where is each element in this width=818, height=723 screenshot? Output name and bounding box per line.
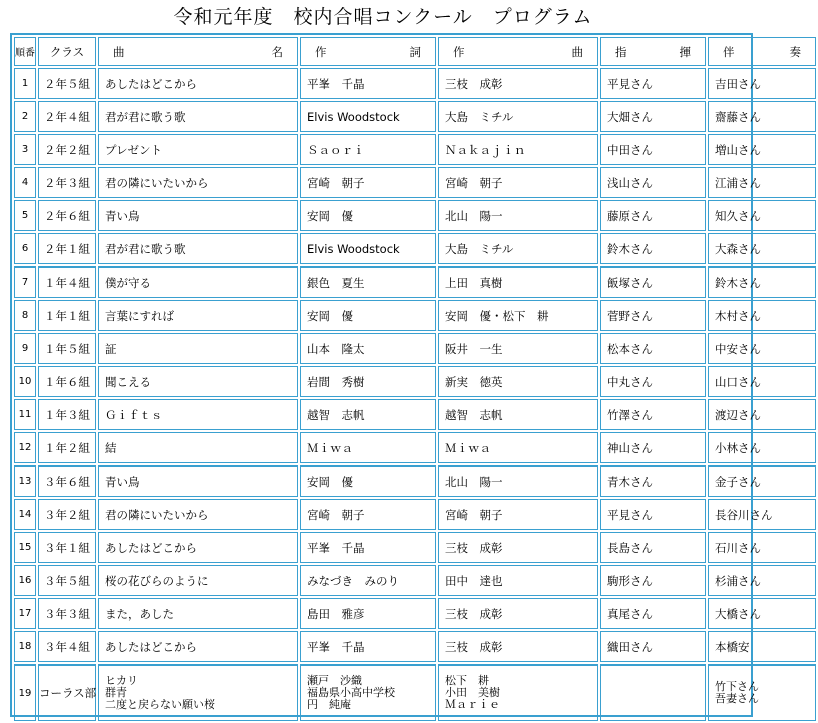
cell-composer: 北山 陽一 xyxy=(438,200,598,231)
cell-num: 5 xyxy=(14,200,36,231)
cell-class: ３年６組 xyxy=(38,465,96,497)
cell-class: ３年３組 xyxy=(38,598,96,629)
table-row xyxy=(14,266,816,298)
cell-class: ２年２組 xyxy=(38,134,96,165)
cell-class: ２年１組 xyxy=(38,233,96,264)
cell-conductor: 平見さん xyxy=(600,68,706,99)
cell-accompanist: 本橋安 xyxy=(708,631,816,662)
cell-accompanist: 小林さん xyxy=(708,432,816,463)
cell-num: 18 xyxy=(14,631,36,662)
cell-song: 君の隣にいたいから xyxy=(98,167,298,198)
cell-lyricist: 宮崎 朝子 xyxy=(300,499,436,530)
table-row xyxy=(14,432,816,463)
cell-conductor: 真尾さん xyxy=(600,598,706,629)
cell-song: 証 xyxy=(98,333,298,364)
cell-conductor xyxy=(600,664,706,721)
cell-class: １年３組 xyxy=(38,399,96,430)
cell-num: 3 xyxy=(14,134,36,165)
table-row xyxy=(14,399,816,430)
cell-lyricist-line: 福島県小高中学校 xyxy=(307,686,395,699)
cell-composer: 越智 志帆 xyxy=(438,399,598,430)
header-row xyxy=(14,37,816,66)
cell-num: 12 xyxy=(14,432,36,463)
cell-conductor: 飯塚さん xyxy=(600,266,706,298)
cell-composer: 三枝 成彰 xyxy=(438,598,598,629)
cell-class: １年２組 xyxy=(38,432,96,463)
cell-song: あしたはどこから xyxy=(98,631,298,662)
cell-composer: 安岡 優・松下 耕 xyxy=(438,300,598,331)
cell-conductor: 平見さん xyxy=(600,499,706,530)
cell-class: ２年３組 xyxy=(38,167,96,198)
cell-conductor: 長島さん xyxy=(600,532,706,563)
table-row xyxy=(14,532,816,563)
cell-class: ２年５組 xyxy=(38,68,96,99)
cell-song-line: 群青 xyxy=(105,686,127,699)
cell-lyricist: Ｍｉｗａ xyxy=(300,432,436,463)
cell-composer-line: Ｍａｒｉｅ xyxy=(445,698,500,711)
cell-lyricist: 越智 志帆 xyxy=(300,399,436,430)
cell-num: 8 xyxy=(14,300,36,331)
table-row xyxy=(14,233,816,264)
cell-song: プレゼント xyxy=(98,134,298,165)
table-row xyxy=(14,200,816,231)
cell-song: 結 xyxy=(98,432,298,463)
table-row xyxy=(14,465,816,497)
cell-composer: 三枝 成彰 xyxy=(438,631,598,662)
cell-class: ３年５組 xyxy=(38,565,96,596)
table-row xyxy=(14,333,816,364)
cell-class: コーラス部 xyxy=(38,664,96,721)
cell-num: 13 xyxy=(14,465,36,497)
cell-num: 9 xyxy=(14,333,36,364)
cell-song: 桜の花びらのように xyxy=(98,565,298,596)
cell-lyricist: 安岡 優 xyxy=(300,465,436,497)
cell-accompanist: 金子さん xyxy=(708,465,816,497)
table-row-chorus xyxy=(14,664,816,721)
cell-composer: 大島 ミチル xyxy=(438,101,598,132)
cell-class: ３年１組 xyxy=(38,532,96,563)
cell-conductor: 藤原さん xyxy=(600,200,706,231)
cell-lyricist: 平峯 千晶 xyxy=(300,532,436,563)
cell-num: 2 xyxy=(14,101,36,132)
cell-composer: 三枝 成彰 xyxy=(438,68,598,99)
table-row xyxy=(14,101,816,132)
page-title: 令和元年度 校内合唱コンクール プログラム xyxy=(173,6,593,28)
cell-song: 言葉にすれば xyxy=(98,300,298,331)
cell-lyricist: 平峯 千晶 xyxy=(300,631,436,662)
cell-class: １年４組 xyxy=(38,266,96,298)
cell-song: あしたはどこから xyxy=(98,68,298,99)
table-row xyxy=(14,565,816,596)
cell-num: 10 xyxy=(14,366,36,397)
cell-accompanist: 石川さん xyxy=(708,532,816,563)
cell-song: Ｇｉｆｔｓ xyxy=(98,399,298,430)
cell-accompanist: 長谷川さん xyxy=(708,499,816,530)
program-table xyxy=(12,35,818,723)
cell-accompanist: 大橋さん xyxy=(708,598,816,629)
cell-composer: 大島 ミチル xyxy=(438,233,598,264)
cell-lyricist xyxy=(300,664,436,721)
cell-num: 6 xyxy=(14,233,36,264)
program-body xyxy=(14,68,816,721)
cell-num: 17 xyxy=(14,598,36,629)
cell-composer: 田中 達也 xyxy=(438,565,598,596)
cell-composer: 三枝 成彰 xyxy=(438,532,598,563)
cell-song: 君が君に歌う歌 xyxy=(98,101,298,132)
cell-conductor: 鈴木さん xyxy=(600,233,706,264)
cell-conductor: 織田さん xyxy=(600,631,706,662)
cell-lyricist: 山本 隆太 xyxy=(300,333,436,364)
cell-accompanist: 木村さん xyxy=(708,300,816,331)
header-num: 順番 xyxy=(14,37,36,66)
cell-accompanist-line: 竹下さん xyxy=(715,680,759,693)
cell-accompanist: 江浦さん xyxy=(708,167,816,198)
cell-conductor: 竹澤さん xyxy=(600,399,706,430)
cell-composer: 北山 陽一 xyxy=(438,465,598,497)
cell-num: 14 xyxy=(14,499,36,530)
cell-song: また，あした xyxy=(98,598,298,629)
cell-song: 聞こえる xyxy=(98,366,298,397)
cell-lyricist: 銀色 夏生 xyxy=(300,266,436,298)
cell-conductor: 神山さん xyxy=(600,432,706,463)
cell-lyricist: Elvis Woodstock xyxy=(300,233,436,264)
cell-accompanist: 渡辺さん xyxy=(708,399,816,430)
cell-composer xyxy=(438,664,598,721)
cell-class: １年１組 xyxy=(38,300,96,331)
cell-lyricist-line: 瀬戸 沙織 xyxy=(307,674,362,687)
header-conductor: 指揮 xyxy=(600,37,706,66)
cell-accompanist: 大森さん xyxy=(708,233,816,264)
table-row xyxy=(14,68,816,99)
cell-song-line: 二度と戻らない願い桜 xyxy=(105,698,215,711)
cell-lyricist: 宮崎 朝子 xyxy=(300,167,436,198)
header-composer: 作曲 xyxy=(438,37,598,66)
cell-composer: 新実 徳英 xyxy=(438,366,598,397)
cell-class: １年５組 xyxy=(38,333,96,364)
cell-conductor: 中丸さん xyxy=(600,366,706,397)
cell-accompanist: 増山さん xyxy=(708,134,816,165)
cell-song: 青い鳥 xyxy=(98,200,298,231)
cell-conductor: 松本さん xyxy=(600,333,706,364)
table-row xyxy=(14,134,816,165)
cell-composer: Ｍｉｗａ xyxy=(438,432,598,463)
cell-lyricist: みなづき みのり xyxy=(300,565,436,596)
cell-num: 7 xyxy=(14,266,36,298)
cell-conductor: 大畑さん xyxy=(600,101,706,132)
cell-accompanist: 山口さん xyxy=(708,366,816,397)
table-row xyxy=(14,167,816,198)
cell-lyricist: 平峯 千晶 xyxy=(300,68,436,99)
table-row xyxy=(14,499,816,530)
cell-accompanist: 吉田さん xyxy=(708,68,816,99)
cell-class: １年６組 xyxy=(38,366,96,397)
cell-num: 15 xyxy=(14,532,36,563)
table-row xyxy=(14,366,816,397)
cell-accompanist: 鈴木さん xyxy=(708,266,816,298)
cell-song-line: ヒカリ xyxy=(105,674,138,687)
cell-accompanist: 齋藤さん xyxy=(708,101,816,132)
cell-composer: 宮崎 朝子 xyxy=(438,499,598,530)
cell-composer-line: 小田 美樹 xyxy=(445,686,500,699)
cell-song: 僕が守る xyxy=(98,266,298,298)
cell-composer: 宮崎 朝子 xyxy=(438,167,598,198)
header-song: 曲名 xyxy=(98,37,298,66)
cell-accompanist-line: 吾妻さん xyxy=(715,692,759,705)
cell-composer: Ｎａｋａｊｉｎ xyxy=(438,134,598,165)
cell-class: ２年４組 xyxy=(38,101,96,132)
cell-accompanist xyxy=(708,664,816,721)
cell-conductor: 駒形さん xyxy=(600,565,706,596)
header-lyricist: 作詞 xyxy=(300,37,436,66)
cell-accompanist: 知久さん xyxy=(708,200,816,231)
cell-song: あしたはどこから xyxy=(98,532,298,563)
cell-accompanist: 杉浦さん xyxy=(708,565,816,596)
cell-num: 11 xyxy=(14,399,36,430)
cell-accompanist: 中安さん xyxy=(708,333,816,364)
cell-song xyxy=(98,664,298,721)
cell-song: 青い鳥 xyxy=(98,465,298,497)
cell-conductor: 菅野さん xyxy=(600,300,706,331)
cell-composer: 阪井 一生 xyxy=(438,333,598,364)
cell-class: ３年４組 xyxy=(38,631,96,662)
cell-num: 4 xyxy=(14,167,36,198)
cell-lyricist: 岩間 秀樹 xyxy=(300,366,436,397)
cell-song: 君の隣にいたいから xyxy=(98,499,298,530)
cell-song: 君が君に歌う歌 xyxy=(98,233,298,264)
header-accompanist: 伴奏 xyxy=(708,37,816,66)
cell-num: 19 xyxy=(14,664,36,721)
cell-lyricist: Elvis Woodstock xyxy=(300,101,436,132)
cell-num: 1 xyxy=(14,68,36,99)
cell-composer-line: 松下 耕 xyxy=(445,674,489,687)
cell-conductor: 中田さん xyxy=(600,134,706,165)
cell-lyricist: 島田 雅彦 xyxy=(300,598,436,629)
cell-conductor: 青木さん xyxy=(600,465,706,497)
header-class: クラス xyxy=(38,37,96,66)
table-row xyxy=(14,631,816,662)
cell-lyricist: 安岡 優 xyxy=(300,200,436,231)
cell-class: ２年６組 xyxy=(38,200,96,231)
cell-conductor: 浅山さん xyxy=(600,167,706,198)
cell-num: 16 xyxy=(14,565,36,596)
cell-lyricist-line: 円 純庵 xyxy=(307,698,351,711)
cell-composer: 上田 真樹 xyxy=(438,266,598,298)
table-row xyxy=(14,598,816,629)
cell-class: ３年２組 xyxy=(38,499,96,530)
table-row xyxy=(14,300,816,331)
cell-lyricist: 安岡 優 xyxy=(300,300,436,331)
cell-lyricist: Ｓａｏｒｉ xyxy=(300,134,436,165)
